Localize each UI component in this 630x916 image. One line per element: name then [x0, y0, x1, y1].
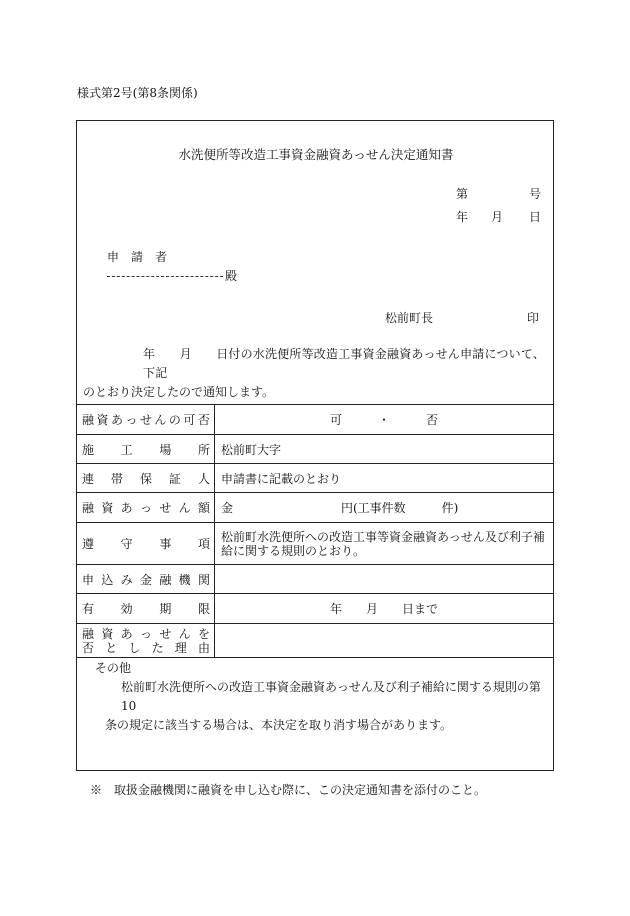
honorific-dono: 殿 [225, 269, 238, 283]
table-row [77, 493, 554, 523]
decision-table [76, 404, 554, 658]
applicant-name-line [107, 276, 223, 277]
table-row [77, 523, 554, 565]
number-go: 号 [529, 187, 542, 201]
row-value-compliance: 松前町水洗便所への改造工事等資金融資あっせん及び利子補給に関する規則のとおり。 [215, 523, 554, 565]
date-day: 日 [529, 210, 542, 224]
label-rejection-reason-line1: 融 資 あ っ せ ん を [82, 626, 210, 641]
row-value-guarantor: 申請書に記載のとおり [215, 464, 554, 493]
label-validity: 有 効 期 限 [82, 602, 210, 616]
row-label [77, 493, 215, 523]
notice-body [83, 345, 549, 402]
row-label [77, 594, 215, 624]
other-text-line2: 条の規定に該当する場合は、本決定を取り消す場合があります。 [105, 718, 453, 732]
issuer-mayor: 松前町長 [385, 311, 434, 325]
row-value-financial-institution [215, 565, 554, 594]
notice-frame [76, 120, 554, 771]
label-rejection-reason-line2: 否 と し た 理 由 [82, 640, 210, 655]
applicant-label: 申請者 [107, 250, 180, 264]
date-month: 月 [491, 210, 504, 224]
other-label: その他 [95, 661, 132, 675]
date-year: 年 [456, 210, 469, 224]
form-number-label: 様式第2号(第8条関係) [77, 86, 198, 100]
table-row [77, 594, 554, 624]
label-financial-institution: 申 込 み 金 融 機 関 [82, 572, 210, 587]
table-row [77, 405, 554, 435]
row-value-construction-site: 松前町大字 [215, 435, 554, 464]
row-label [77, 523, 215, 565]
document-title: 水洗便所等改造工事資金融資あっせん決定通知書 [178, 147, 454, 162]
row-value-availability: 可 ・ 否 [215, 405, 554, 435]
footnote: ※ 取扱金融機関に融資を申し込む際に、この決定通知書を添付のこと。 [90, 783, 487, 797]
row-label [77, 405, 215, 435]
table-row [77, 464, 554, 493]
notice-body-line1: 年 月 日付の水洗便所等改造工事資金融資あっせん申請について、下記 [143, 347, 546, 380]
other-text [105, 678, 545, 735]
notice-body-line2: のとおり決定したので通知します。 [83, 385, 275, 399]
seal-mark: 印 [527, 311, 540, 325]
number-dai: 第 [456, 187, 469, 201]
label-compliance: 遵 守 事 項 [82, 537, 210, 551]
other-text-line1: 松前町水洗便所への改造工事資金融資あっせん及び利子補給に関する規則の第10 [121, 680, 541, 713]
table-row [77, 624, 554, 658]
label-construction-site: 施 工 場 所 [82, 442, 210, 457]
row-value-loan-amount: 金 円(工事件数 件) [215, 493, 554, 523]
label-loan-amount: 融 資 あ っ せ ん 額 [82, 501, 210, 515]
row-label [77, 624, 215, 658]
row-value-rejection-reason [215, 624, 554, 658]
row-label [77, 435, 215, 464]
label-guarantor: 連 帯 保 証 人 [82, 471, 210, 486]
row-label [77, 565, 215, 594]
table-row [77, 435, 554, 464]
row-value-validity: 年 月 日まで [215, 594, 554, 624]
label-availability: 融 資 あ っ せ ん の 可 否 [82, 413, 210, 427]
table-row [77, 565, 554, 594]
row-label [77, 464, 215, 493]
